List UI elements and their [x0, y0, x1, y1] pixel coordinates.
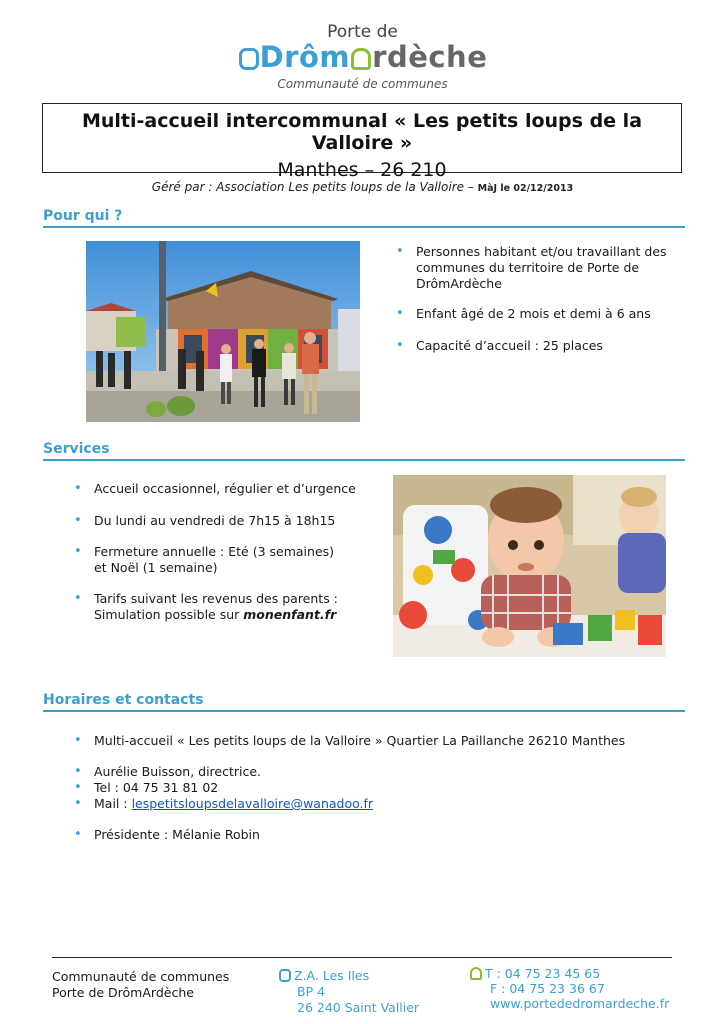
section-heading-pour-qui: Pour qui ?: [43, 208, 685, 228]
logo-top-text: Porte de: [327, 22, 398, 42]
footer-address-line3: 26 240 Saint Vallier: [297, 1000, 420, 1015]
mail-link[interactable]: lespetitsloupsdelavalloire@wanadoo.fr: [131, 796, 374, 811]
logo-wordmark: [0, 40, 725, 74]
footer-org-line2: Porte de DrômArdèche: [52, 985, 194, 1000]
children-photo: [393, 475, 666, 657]
contact-address: • Multi-accueil « Les petits loups de la Valloire » Quartier La Paillanche 26210 Manthes: [72, 733, 692, 749]
services-list: [72, 481, 382, 623]
list-item: • Enfant âgé de 2 mois et demi à 6 ans: [394, 306, 694, 322]
footer-divider: [52, 957, 672, 958]
logo-subtitle: Communauté de communes: [277, 77, 448, 91]
title-box: [42, 103, 682, 181]
footer-contact: [470, 966, 669, 1011]
contact-mail: [72, 796, 692, 812]
logo-d-icon: [239, 48, 259, 70]
pour-qui-list: [394, 244, 694, 354]
footer-org-line1: Communauté de communes: [52, 969, 230, 984]
list-item: • Du lundi au vendredi de 7h15 à 18h15: [72, 513, 382, 529]
simulation-text: Simulation possible sur: [94, 607, 240, 622]
page-title: Multi-accueil intercommunal « Les petits loups de la Valloire »: [81, 110, 643, 154]
footer-address-line2: BP 4: [297, 984, 326, 999]
logo-word-part2: ôm: [298, 40, 351, 74]
section-heading-horaires: Horaires et contacts: [43, 692, 685, 712]
section-heading-services: Services: [43, 441, 685, 461]
monenfant-link[interactable]: monenfant.fr: [243, 607, 337, 622]
managed-by-line: [0, 180, 725, 194]
list-item: • Accueil occasionnel, régulier et d’urgence: [72, 481, 382, 497]
list-item: • Tarifs suivant les revenus des parents :: [72, 591, 382, 607]
list-item-continuation: et Noël (1 semaine): [94, 560, 218, 575]
page-subtitle: Manthes – 26 210: [277, 159, 447, 181]
contact-president: • Présidente : Mélanie Robin: [72, 827, 692, 843]
logo-a-small-icon: [470, 967, 482, 980]
update-date: MàJ le 02/12/2013: [477, 183, 574, 194]
contacts-list: [72, 733, 692, 843]
contact-tel: • Tel : 04 75 31 81 02: [72, 780, 692, 796]
logo-word-part1: Dr: [259, 40, 299, 74]
logo-d-small-icon: [279, 969, 291, 982]
footer-address-line1: Z.A. Les Iles: [294, 968, 370, 983]
mail-label: Mail :: [94, 796, 128, 811]
logo-a-icon: [351, 48, 371, 70]
footer-fax: F : 04 75 23 36 67: [490, 981, 605, 996]
footer-phone: T : 04 75 23 45 65: [485, 966, 601, 981]
logo-word-part3: rdèche: [372, 40, 488, 74]
list-item: • Capacité d’accueil : 25 places: [394, 338, 694, 354]
footer-website[interactable]: www.portededromardeche.fr: [490, 996, 670, 1011]
building-photo: [86, 241, 360, 422]
footer-address: [279, 968, 419, 1016]
contact-director: • Aurélie Buisson, directrice.: [72, 764, 692, 780]
managed-by-text: Géré par : Association Les petits loups de la Valloire –: [151, 180, 474, 194]
list-item-continuation: [72, 607, 382, 623]
list-item: • Fermeture annuelle : Eté (3 semaines): [72, 544, 382, 560]
footer-org: [52, 969, 229, 1001]
list-item: • Personnes habitant et/ou travaillant des communes du territoire de Porte de DrômArdèche: [394, 244, 694, 292]
